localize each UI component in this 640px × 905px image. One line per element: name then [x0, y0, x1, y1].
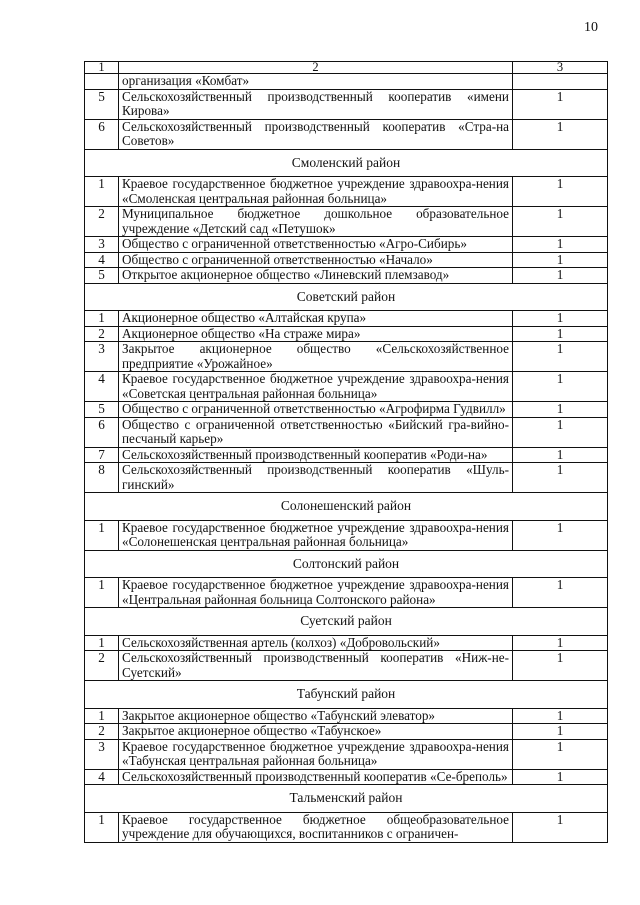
row-value: 1: [513, 739, 608, 769]
row-value: 1: [513, 252, 608, 268]
organizations-table: [84, 61, 608, 843]
row-value: 1: [513, 812, 608, 842]
header-col-number: 1: [85, 62, 119, 74]
table-row: [85, 237, 608, 253]
organization-name: Сельскохозяйственный производственный кооператив «имени Кирова»: [119, 89, 513, 119]
organization-name: Закрытое акционерное общество «Сельскохозяйственное предприятие «Урожайное»: [119, 342, 513, 372]
district-name: Суетский район: [85, 608, 608, 636]
table-row: [85, 252, 608, 268]
table-row: [85, 342, 608, 372]
organization-name: Сельскохозяйственный производственный кооператив «Стра-на Советов»: [119, 119, 513, 149]
row-number: 1: [85, 311, 119, 327]
row-value: 1: [513, 651, 608, 681]
row-value: 1: [513, 311, 608, 327]
row-value: 1: [513, 177, 608, 207]
table-row: [85, 417, 608, 447]
organization-name: Сельскохозяйственный производственный кооператив «Роди-на»: [119, 447, 513, 463]
row-value: 1: [513, 417, 608, 447]
table-row: [85, 651, 608, 681]
organization-name: Общество с ограниченной ответственностью «Агро-Сибирь»: [119, 237, 513, 253]
table-row: [85, 177, 608, 207]
table-row: [85, 635, 608, 651]
row-value: 1: [513, 237, 608, 253]
organization-name: Открытое акционерное общество «Линевский племзавод»: [119, 268, 513, 284]
header-col-value: 3: [513, 62, 608, 74]
organization-name: Общество с ограниченной ответственностью «Начало»: [119, 252, 513, 268]
row-value: 1: [513, 268, 608, 284]
row-number: 6: [85, 417, 119, 447]
organization-name: Сельскохозяйственный производственный кооператив «Се-бреполь»: [119, 769, 513, 785]
header-col-name: 2: [119, 62, 513, 74]
table-row: [85, 311, 608, 327]
district-header-row: [85, 149, 608, 177]
organization-name: Сельскохозяйственный производственный кооператив «Шуль-гинский»: [119, 463, 513, 493]
row-number: 6: [85, 119, 119, 149]
row-number: 2: [85, 651, 119, 681]
organization-name: Общество с ограниченной ответственностью «Бийский гра-вийно-песчаный карьер»: [119, 417, 513, 447]
table-row: [85, 578, 608, 608]
organization-name: Акционерное общество «Алтайская крупа»: [119, 311, 513, 327]
row-number: 7: [85, 447, 119, 463]
row-number: 3: [85, 237, 119, 253]
table-row: [85, 402, 608, 418]
district-name: Смоленский район: [85, 149, 608, 177]
district-header-row: [85, 283, 608, 311]
organization-name: Краевое государственное бюджетное учреждение здравоохра-нения «Табунская центральная районная больница»: [119, 739, 513, 769]
row-number: 2: [85, 724, 119, 740]
district-name: Советский район: [85, 283, 608, 311]
row-number: 1: [85, 812, 119, 842]
table-row: [85, 372, 608, 402]
row-number: 1: [85, 520, 119, 550]
organization-name: Краевое государственное бюджетное учреждение здравоохра-нения «Смоленская центральная районная больница»: [119, 177, 513, 207]
row-value: 1: [513, 372, 608, 402]
row-number: 1: [85, 635, 119, 651]
table-row: [85, 74, 608, 90]
district-header-row: [85, 785, 608, 813]
organization-name: Акционерное общество «На страже мира»: [119, 326, 513, 342]
row-value: 1: [513, 207, 608, 237]
row-value: 1: [513, 326, 608, 342]
table-row: [85, 463, 608, 493]
organization-name: Краевое государственное бюджетное учреждение здравоохра-нения «Солонешенская центральная районная больница»: [119, 520, 513, 550]
table-row: [85, 724, 608, 740]
organization-name: организация «Комбат»: [119, 74, 513, 90]
table-row: [85, 119, 608, 149]
row-value: 1: [513, 708, 608, 724]
row-value: 1: [513, 724, 608, 740]
district-name: Табунский район: [85, 681, 608, 709]
row-value: 1: [513, 578, 608, 608]
organization-name: Закрытое акционерное общество «Табунский элеватор»: [119, 708, 513, 724]
table-row: [85, 89, 608, 119]
district-header-row: [85, 608, 608, 636]
district-name: Солтонский район: [85, 550, 608, 578]
district-name: Тальменский район: [85, 785, 608, 813]
row-value: 1: [513, 119, 608, 149]
row-number: 3: [85, 739, 119, 769]
organization-name: Сельскохозяйственный производственный кооператив «Ниж-не-Суетский»: [119, 651, 513, 681]
row-number: 1: [85, 177, 119, 207]
district-header-row: [85, 493, 608, 521]
table-row: [85, 326, 608, 342]
table-row: [85, 769, 608, 785]
row-value: 1: [513, 635, 608, 651]
row-value: 1: [513, 463, 608, 493]
row-number: 4: [85, 252, 119, 268]
row-number: 5: [85, 268, 119, 284]
table-row: [85, 708, 608, 724]
row-value: 1: [513, 520, 608, 550]
table-row: [85, 812, 608, 842]
row-number: 8: [85, 463, 119, 493]
table-header-row: [85, 62, 608, 74]
row-number: 3: [85, 342, 119, 372]
row-number: [85, 74, 119, 90]
row-value: [513, 74, 608, 90]
row-value: 1: [513, 402, 608, 418]
district-name: Солонешенский район: [85, 493, 608, 521]
row-value: 1: [513, 342, 608, 372]
row-number: 2: [85, 326, 119, 342]
row-number: 1: [85, 578, 119, 608]
organization-name: Краевое государственное бюджетное общеобразовательное учреждение для обучающихся, воспитанников с ограничен-: [119, 812, 513, 842]
table-row: [85, 520, 608, 550]
table-row: [85, 207, 608, 237]
row-value: 1: [513, 89, 608, 119]
organization-name: Краевое государственное бюджетное учреждение здравоохра-нения «Советская центральная районная больница»: [119, 372, 513, 402]
row-value: 1: [513, 769, 608, 785]
organization-name: Общество с ограниченной ответственностью «Агрофирма Гудвилл»: [119, 402, 513, 418]
table-row: [85, 739, 608, 769]
organization-name: Сельскохозяйственная артель (колхоз) «Добровольский»: [119, 635, 513, 651]
row-number: 4: [85, 769, 119, 785]
row-value: 1: [513, 447, 608, 463]
row-number: 2: [85, 207, 119, 237]
row-number: 1: [85, 708, 119, 724]
district-header-row: [85, 681, 608, 709]
row-number: 5: [85, 402, 119, 418]
organization-name: Краевое государственное бюджетное учреждение здравоохра-нения «Центральная районная больница Солтонского района»: [119, 578, 513, 608]
row-number: 5: [85, 89, 119, 119]
page-number: 10: [584, 20, 598, 35]
organization-name: Муниципальное бюджетное дошкольное образовательное учреждение «Детский сад «Петушок»: [119, 207, 513, 237]
district-header-row: [85, 550, 608, 578]
table-row: [85, 447, 608, 463]
row-number: 4: [85, 372, 119, 402]
table-row: [85, 268, 608, 284]
organization-name: Закрытое акционерное общество «Табунское»: [119, 724, 513, 740]
